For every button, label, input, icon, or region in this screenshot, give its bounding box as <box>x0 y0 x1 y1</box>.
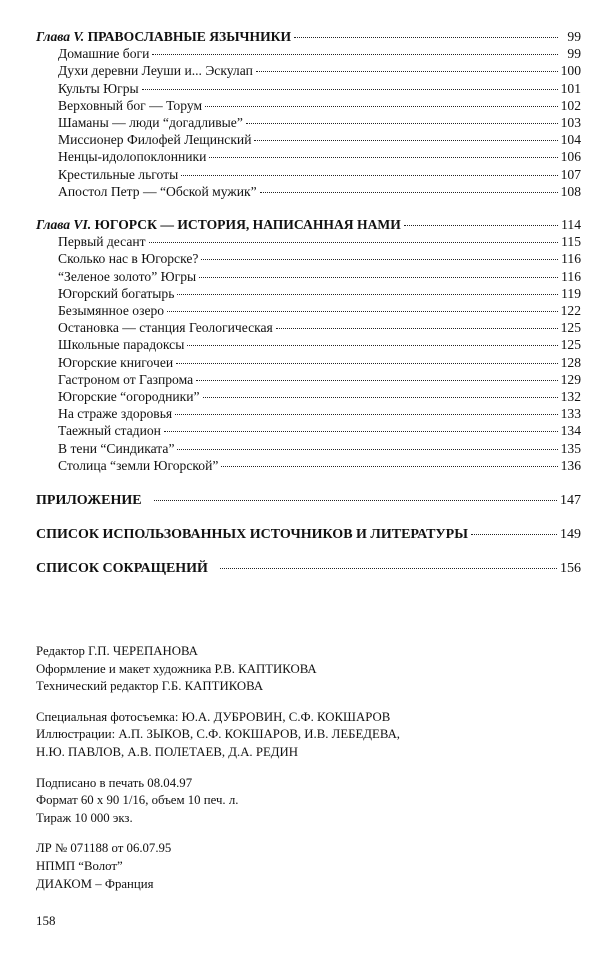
toc-item-label: Шаманы — люди “догадливые” <box>58 115 243 131</box>
toc-item-label: Югорские книгочеи <box>58 354 174 370</box>
leader-dots <box>256 71 558 72</box>
chapter-5-items <box>36 45 581 200</box>
page-ref: 116 <box>561 251 581 267</box>
toc-item[interactable] <box>36 268 581 285</box>
imprint-line: ДИАКОМ – Франция <box>36 876 154 891</box>
toc-item[interactable] <box>36 354 581 371</box>
imprint-line: Формат 60 х 90 1/16, объем 10 печ. л. <box>36 793 239 808</box>
section-title: ПРИЛОЖЕНИЕ <box>36 493 142 509</box>
toc-item[interactable] <box>36 302 581 319</box>
toc-item-label: Остановка — станция Геологическая <box>58 320 273 336</box>
chapter-title: ЮГОРСК — ИСТОРИЯ, НАПИСАННАЯ НАМИ <box>94 217 401 233</box>
chapter-prefix: Глава V. <box>36 29 85 44</box>
imprint-print-info <box>36 775 400 828</box>
toc-item[interactable] <box>36 97 581 114</box>
imprint-line: ЛР № 071188 от 06.07.95 <box>36 841 172 856</box>
toc-item-label: Первый десант <box>58 234 146 250</box>
leader-dots <box>167 311 558 312</box>
imprint-line: Технический редактор Г.Б. КАПТИКОВА <box>36 679 264 694</box>
page-ref: 133 <box>560 406 581 422</box>
imprint-editors <box>36 643 400 696</box>
toc-item[interactable] <box>36 422 581 439</box>
leader-dots <box>220 568 557 569</box>
imprint-line: Оформление и макет художника Р.В. КАПТИКОВА <box>36 661 317 676</box>
toc-item-label: Домашние боги <box>58 46 150 62</box>
chapter-prefix: Глава VI. <box>36 217 92 233</box>
toc-item[interactable] <box>36 285 581 302</box>
leader-dots <box>471 534 557 535</box>
toc-item-label: Ненцы-идолопоклонники <box>58 149 207 165</box>
leader-dots <box>254 140 557 141</box>
spacer <box>36 200 581 216</box>
page-ref: 136 <box>560 457 581 473</box>
leader-dots <box>260 192 558 193</box>
leader-dots <box>177 294 558 295</box>
page-ref: 128 <box>560 354 581 370</box>
toc-item[interactable] <box>36 45 581 62</box>
page-ref: 122 <box>560 303 581 319</box>
toc-item-label: Верховный бог — Торум <box>58 97 203 113</box>
imprint-line: Подписано в печать 08.04.97 <box>36 775 193 790</box>
toc-item[interactable] <box>36 440 581 457</box>
toc-item[interactable] <box>36 233 581 250</box>
imprint-line: Редактор Г.П. ЧЕРЕПАНОВА <box>36 644 198 658</box>
page-ref: 101 <box>560 80 581 96</box>
toc-item-label: “Зеленое золото” Югры <box>58 268 197 284</box>
toc-item[interactable] <box>36 457 581 474</box>
page-ref: 147 <box>560 493 581 509</box>
page-ref: 107 <box>560 166 581 182</box>
page-ref: 108 <box>560 183 581 199</box>
imprint-publisher <box>36 840 400 893</box>
page-ref: 116 <box>561 268 581 284</box>
toc-item-label: Сколько нас в Югорске? <box>58 251 199 267</box>
leader-dots <box>221 466 557 467</box>
page-ref: 102 <box>560 97 581 113</box>
chapter-6-items <box>36 233 581 474</box>
toc-item-label: Гастроном от Газпрома <box>58 371 194 387</box>
leader-dots <box>177 449 557 450</box>
toc-item-label: Югорский богатырь <box>58 285 175 301</box>
imprint-line: Специальная фотосъемка: Ю.А. ДУБРОВИН, С.Ф. КОКШАРОВ <box>36 709 391 724</box>
leader-dots <box>187 345 557 346</box>
leader-dots <box>142 89 558 90</box>
page-ref: 156 <box>560 561 581 577</box>
leader-dots <box>294 37 558 38</box>
toc-section-appendix[interactable] <box>36 492 581 510</box>
page-ref: 132 <box>560 389 581 405</box>
section-title: СПИСОК ИСПОЛЬЗОВАННЫХ ИСТОЧНИКОВ И ЛИТЕРАТУРЫ <box>36 527 468 543</box>
imprint-line: НПМП “Волот” <box>36 858 123 873</box>
table-of-contents <box>36 28 581 578</box>
chapter-title: ПРАВОСЛАВНЫЕ ЯЗЫЧНИКИ <box>87 29 292 44</box>
imprint <box>36 643 400 906</box>
toc-item[interactable] <box>36 62 581 79</box>
toc-item[interactable] <box>36 319 581 336</box>
toc-chapter-6[interactable] <box>36 216 581 233</box>
toc-item[interactable] <box>36 80 581 97</box>
leader-dots <box>152 54 558 55</box>
toc-item[interactable] <box>36 148 581 165</box>
toc-item-label: На страже здоровья <box>58 406 173 422</box>
toc-item-label: Крестильные льготы <box>58 166 179 182</box>
leader-dots <box>205 106 558 107</box>
leader-dots <box>181 175 557 176</box>
leader-dots <box>276 328 558 329</box>
toc-item-label: Апостол Петр — “Обской мужик” <box>58 183 257 199</box>
toc-item[interactable] <box>36 250 581 267</box>
toc-item[interactable] <box>36 114 581 131</box>
leader-dots <box>176 363 557 364</box>
leader-dots <box>175 414 557 415</box>
toc-item-label: Югорские “огородники” <box>58 389 200 405</box>
leader-dots <box>154 500 557 501</box>
leader-dots <box>404 225 558 226</box>
toc-item-label: Школьные парадоксы <box>58 337 185 353</box>
page-ref: 115 <box>561 234 581 250</box>
toc-item-label: Безымянное озеро <box>58 303 165 319</box>
page-ref: 125 <box>560 337 581 353</box>
toc-item-label: Духи деревни Леуши и... Эскулап <box>58 63 253 79</box>
page-ref: 100 <box>560 63 581 79</box>
page-ref: 119 <box>561 285 581 301</box>
leader-dots <box>149 242 558 243</box>
page-ref: 134 <box>560 423 581 439</box>
leader-dots <box>246 123 558 124</box>
leader-dots <box>164 431 558 432</box>
imprint-line: Н.Ю. ПАВЛОВ, А.В. ПОЛЕТАЕВ, Д.А. РЕДИН <box>36 744 298 759</box>
page-ref: 125 <box>560 320 581 336</box>
toc-item[interactable] <box>36 131 581 148</box>
page-ref: 104 <box>560 132 581 148</box>
imprint-line: Тираж 10 000 экз. <box>36 810 133 825</box>
toc-item-label: Столица “земли Югорской” <box>58 457 219 473</box>
toc-item-label: Таежный стадион <box>58 423 161 439</box>
leader-dots <box>203 397 558 398</box>
toc-item[interactable] <box>36 388 581 405</box>
page-ref: 106 <box>560 149 581 165</box>
toc-section-sources[interactable] <box>36 526 581 544</box>
page-ref: 135 <box>560 440 581 456</box>
leader-dots <box>196 380 557 381</box>
leader-dots <box>201 259 558 260</box>
toc-item[interactable] <box>36 405 581 422</box>
imprint-illustrators <box>36 709 400 762</box>
page-number: 158 <box>36 913 56 928</box>
section-title: СПИСОК СОКРАЩЕНИЙ <box>36 561 208 577</box>
toc-item[interactable] <box>36 336 581 353</box>
page-ref: 114 <box>561 217 581 233</box>
page-ref: 103 <box>560 115 581 131</box>
toc-section-abbreviations[interactable] <box>36 560 581 578</box>
toc-item[interactable] <box>36 371 581 388</box>
imprint-line: Иллюстрации: А.П. ЗЫКОВ, С.Ф. КОКШАРОВ, И.В. ЛЕБЕДЕВА, <box>36 727 401 742</box>
toc-chapter-5[interactable] <box>36 28 581 45</box>
page-ref: 149 <box>560 527 581 543</box>
toc-item-label: В тени “Синдиката” <box>58 440 175 456</box>
page-ref: 129 <box>560 371 581 387</box>
toc-item-label: Миссионер Филофей Лещинский <box>58 132 252 148</box>
page-ref: 99 <box>567 29 581 44</box>
toc-item-label: Культы Югры <box>58 80 139 96</box>
page-ref: 99 <box>567 46 581 62</box>
leader-dots <box>199 277 558 278</box>
leader-dots <box>209 157 557 158</box>
toc-item[interactable] <box>36 166 581 183</box>
toc-item[interactable] <box>36 183 581 200</box>
